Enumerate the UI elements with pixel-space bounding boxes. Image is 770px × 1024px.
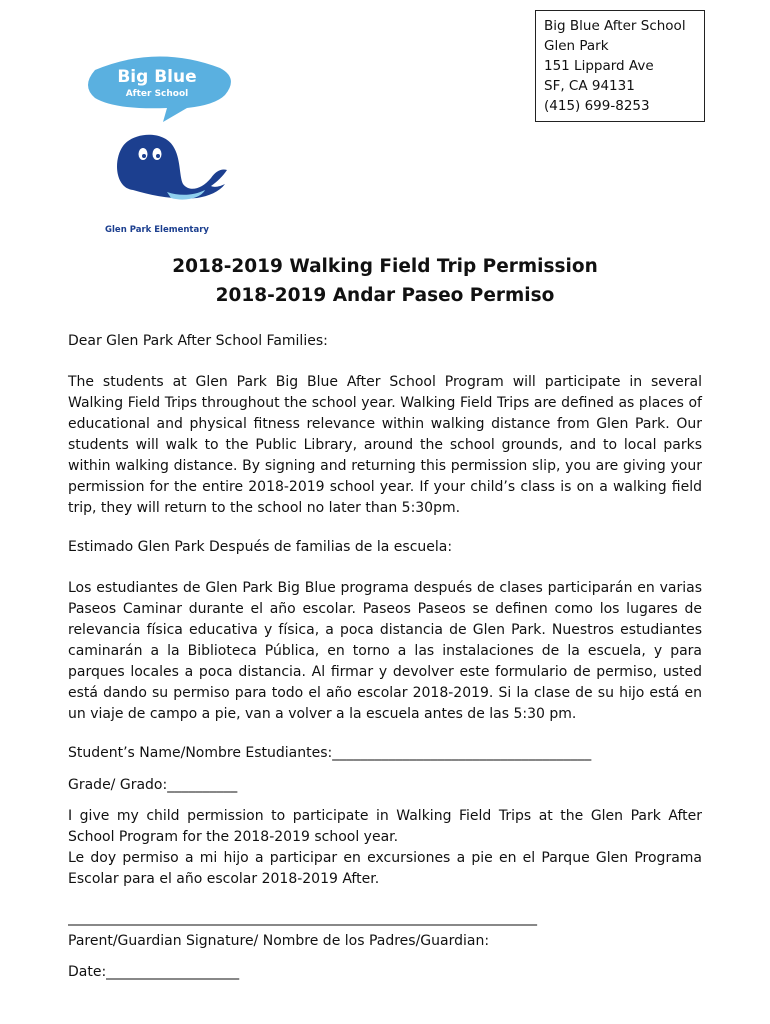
address-street: 151 Lippard Ave <box>544 58 654 74</box>
logo-subtitle: After School <box>125 89 189 99</box>
address-city: SF, CA 94131 <box>544 78 635 94</box>
address-org: Big Blue After School <box>544 18 686 34</box>
consent-english: I give my child permission to participate in Walking Field Trips at the Glen Park After School Program for the 2018-2019 school year. <box>68 808 702 845</box>
address-box <box>535 10 705 122</box>
address-location: Glen Park <box>544 38 609 54</box>
student-name-field[interactable]: Student’s Name/Nombre Estudiantes:_____________________________________ <box>68 745 592 761</box>
date-field[interactable]: Date:___________________ <box>68 964 240 980</box>
consent-spanish: Le doy permiso a mi hijo a participar en excursiones a pie en el Parque Glen Programa Escolar para el año escolar 2018-2019 After. <box>68 850 702 887</box>
whale-icon <box>117 135 227 200</box>
grade-field[interactable]: Grade/ Grado:__________ <box>68 777 238 793</box>
page-title-spanish: 2018-2019 Andar Paseo Permiso <box>215 285 555 306</box>
english-greeting: Dear Glen Park After School Families: <box>68 333 328 349</box>
signature-label: Parent/Guardian Signature/ Nombre de los Padres/Guardian: <box>68 933 490 949</box>
spanish-greeting: Estimado Glen Park Después de familias de la escuela: <box>68 539 453 555</box>
signature-line[interactable]: ___________________________________________________________________ <box>68 910 537 926</box>
english-body: The students at Glen Park Big Blue After School Program will participate in several Walking Field Trips throughout the school year. Walking Field Trips are defined as places of educational and physical fitness relevance within walking distance from Glen Park. Our students will walk to the Public Library, around the school grounds, and to local parks within walking distance. By signing and returning this permission slip, you are giving your permission for the entire 2018-2019 school year. If your child’s class is on a walking field trip, they will return to the school no later than 5:30pm. <box>68 374 702 516</box>
address-phone: (415) 699-8253 <box>544 98 650 114</box>
big-blue-logo <box>75 50 240 240</box>
logo-title: Big Blue <box>117 67 197 87</box>
spanish-body: Los estudiantes de Glen Park Big Blue programa después de clases participarán en varias Paseos Caminar durante el año escolar. Paseos Paseos se definen como los lugares de relevancia física educativa y física, a poca distancia de Glen Park. Nuestros estudiantes caminarán a la Biblioteca Pública, en torno a las instalaciones de la escuela, y para parques locales a poca distancia. Al firmar y devolver este formulario de permiso, usted está dando su permiso para todo el año escolar 2018-2019. Si la clase de su hijo está en un viaje de campo a pie, van a volver a la escuela antes de las 5:30 pm. <box>68 580 702 722</box>
logo-school-name: Glen Park Elementary <box>105 225 209 235</box>
page-title-english: 2018-2019 Walking Field Trip Permission <box>172 256 598 277</box>
